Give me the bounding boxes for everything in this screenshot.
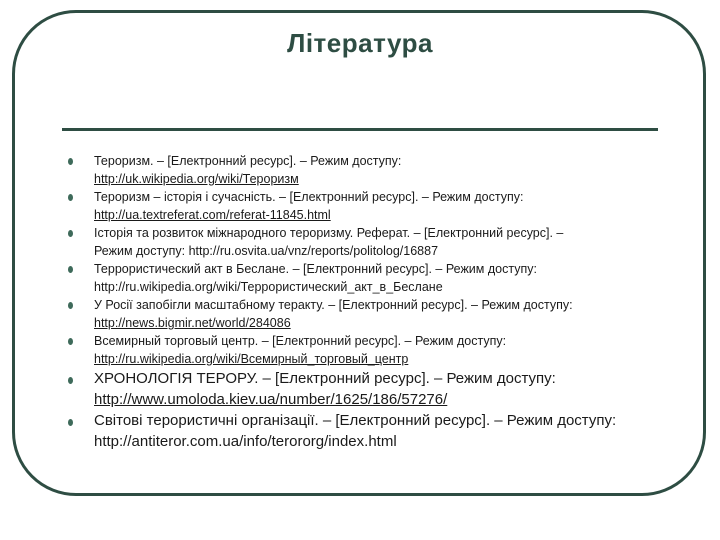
list-item: [60, 332, 670, 368]
reference-text: У Росії запобігли масштабному теракту. – [Електронний ресурс]. – Режим доступу:: [94, 298, 573, 312]
list-item: [60, 369, 670, 410]
reference-text: Тероризм – історія і сучасність. – [Електронний ресурс]. – Режим доступу:: [94, 190, 524, 204]
list-item: [60, 260, 670, 296]
bullet-icon: [68, 338, 73, 345]
bullet-icon: [68, 194, 73, 201]
list-item: [60, 152, 670, 188]
bullet-icon: [68, 158, 73, 165]
reference-text: Тероризм. – [Електронний ресурс]. – Режим доступу:: [94, 154, 402, 168]
reference-link[interactable]: http://ru.wikipedia.org/wiki/Всемирный_торговый_центр: [94, 352, 409, 366]
reference-link[interactable]: http://ua.textreferat.com/referat-11845.html: [94, 208, 331, 222]
bullet-icon: [68, 266, 73, 273]
reference-url-text: Режим доступу: http://ru.osvita.ua/vnz/reports/politolog/16887: [94, 244, 439, 258]
title-divider: [62, 128, 658, 131]
reference-text: Історія та розвиток міжнародного тероризму. Реферат. – [Електронний ресурс]. –: [94, 226, 564, 240]
list-item: [60, 411, 670, 452]
reference-url-text: http://antiteror.com.ua/info/terororg/index.html: [94, 432, 397, 450]
reference-url-text: http://ru.wikipedia.org/wiki/Террористический_акт_в_Беслане: [94, 280, 443, 294]
slide-title: Література: [287, 28, 433, 58]
bullet-icon: [68, 230, 73, 237]
reference-list: [60, 152, 670, 452]
reference-text: ХРОНОЛОГІЯ ТЕРОРУ. – [Електронний ресурс]. – Режим доступу:: [94, 370, 556, 387]
list-item: [60, 224, 670, 260]
reference-link[interactable]: http://www.umoloda.kiev.ua/number/1625/186/57276/: [94, 390, 448, 408]
bullet-icon: [68, 377, 73, 384]
list-item: [60, 296, 670, 332]
bullet-icon: [68, 302, 73, 309]
reference-link[interactable]: http://news.bigmir.net/world/284086: [94, 316, 291, 330]
reference-text: Террористический акт в Беслане. – [Електронний ресурс]. – Режим доступу:: [94, 262, 537, 276]
bullet-icon: [68, 419, 73, 426]
reference-link[interactable]: http://uk.wikipedia.org/wiki/Тероризм: [94, 172, 299, 186]
reference-text: Всемирный торговый центр. – [Електронний ресурс]. – Режим доступу:: [94, 334, 507, 348]
reference-text: Світові терористичні організації. – [Електронний ресурс]. – Режим доступу:: [94, 412, 617, 429]
list-item: [60, 188, 670, 224]
